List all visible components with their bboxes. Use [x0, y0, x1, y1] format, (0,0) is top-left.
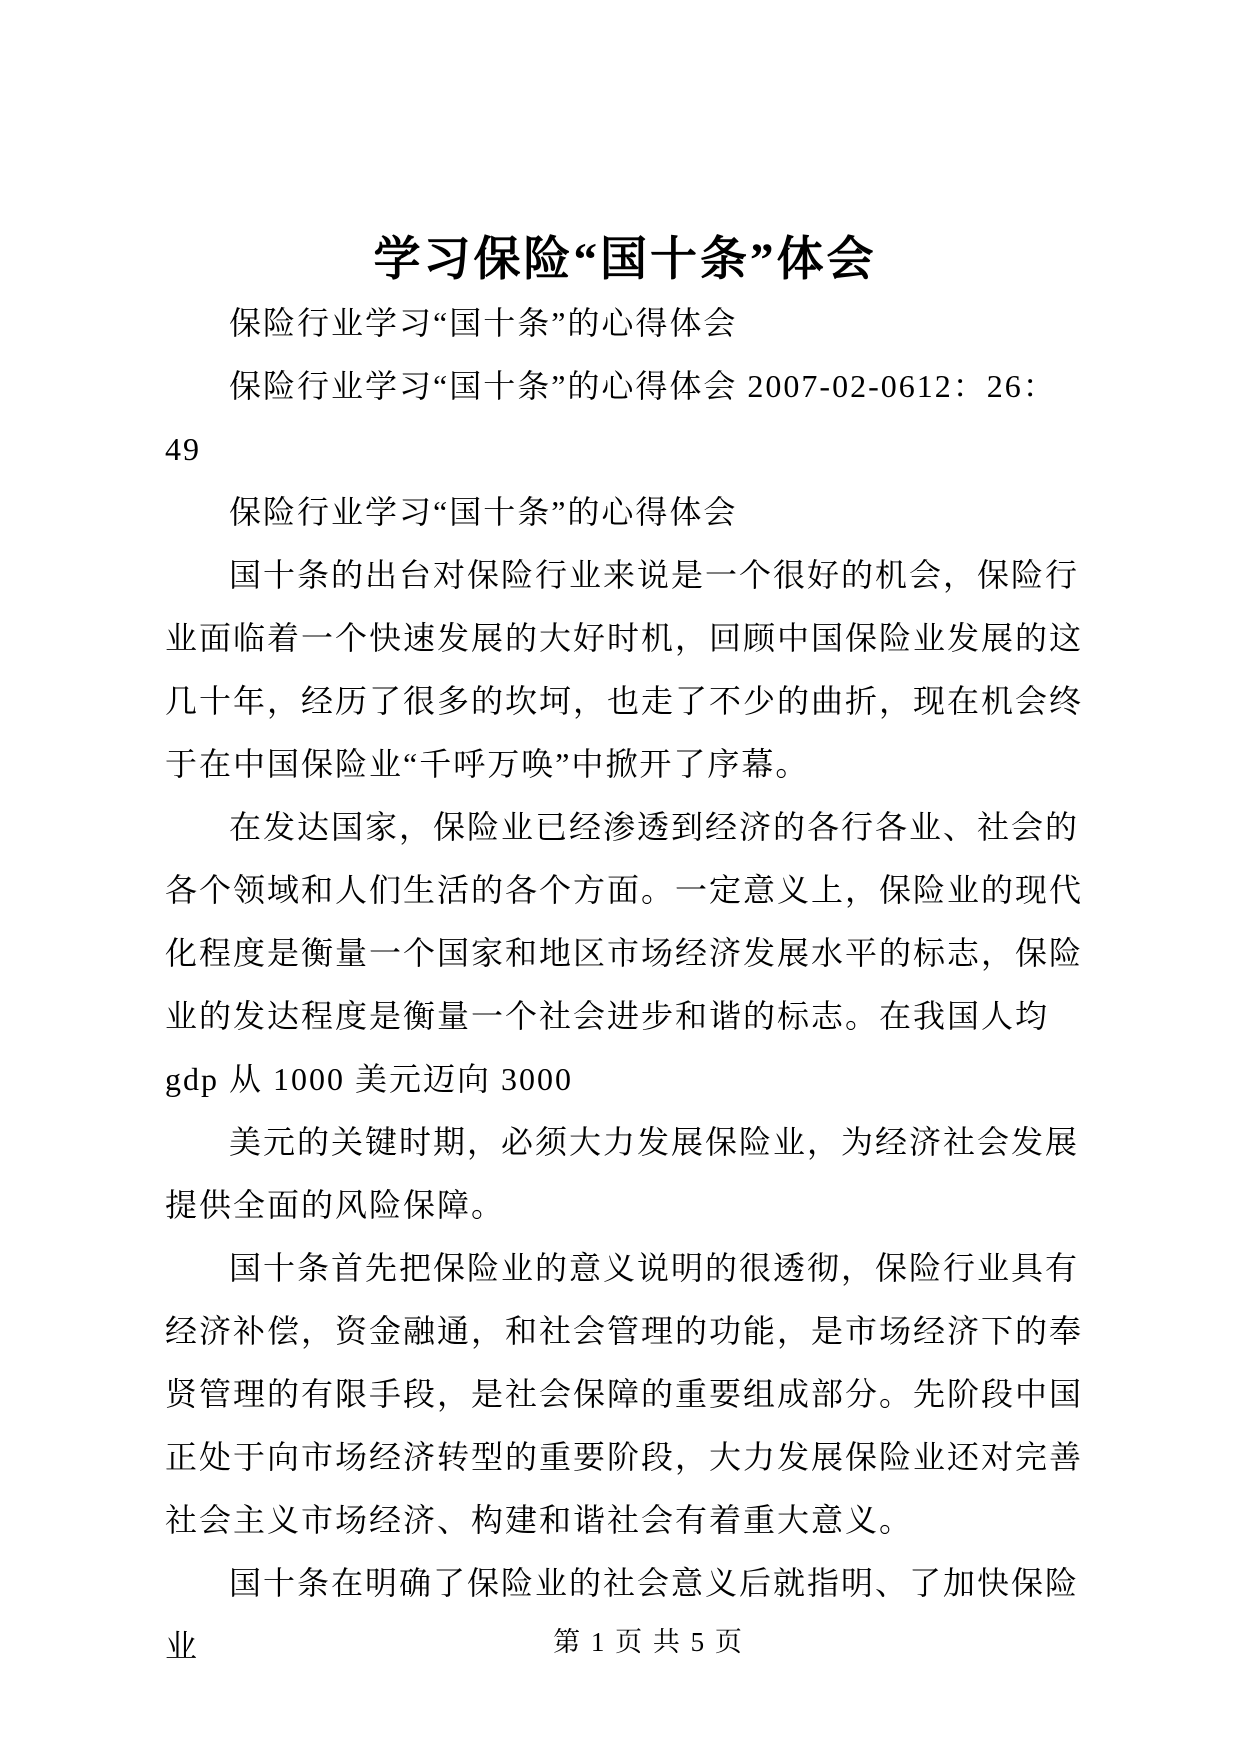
document-body: [165, 228, 1085, 1678]
paragraph-body-4: 国十条首先把保险业的意义说明的很透彻，保险行业具有经济补偿，资金融通，和社会管理的功能，是市场经济下的奉贤管理的有限手段，是社会保障的重要组成部分。先阶段中国正处于向市场经济转型的重要阶段，大力发展保险业还对完善社会主义市场经济、构建和谐社会有着重大意义。: [165, 1250, 1084, 1538]
paragraph-intro-dateline: 保险行业学习“国十条”的心得体会 2007-02-0612：26：49: [165, 368, 1057, 467]
paragraph-body-2: 在发达国家，保险业已经渗透到经济的各行各业、社会的各个领域和人们生活的各个方面。一定意义上，保险业的现代化程度是衡量一个国家和地区市场经济发展水平的标志，保险业的发达程度是衡量一个社会进步和谐的标志。在我国人均 gdp 从 1000 美元迈向 3000: [165, 809, 1084, 1097]
paragraph-body-1: 国十条的出台对保险行业来说是一个很好的机会，保险行业面临着一个快速发展的大好时机，回顾中国保险业发展的这几十年，经历了很多的坎坷，也走了不少的曲折，现在机会终于在中国保险业“千呼万唤”中掀开了序幕。: [165, 557, 1084, 782]
page-title: 学习保险“国十条”体会: [373, 234, 877, 286]
paragraph-body-3: 美元的关键时期，必须大力发展保险业，为经济社会发展提供全面的风险保障。: [165, 1124, 1080, 1223]
page-number-footer: 第 1 页 共 5 页: [553, 1627, 744, 1657]
paragraph-intro-2: 保险行业学习“国十条”的心得体会: [229, 494, 738, 530]
paragraph-intro-1: 保险行业学习“国十条”的心得体会: [229, 305, 738, 341]
paragraph-body-5: 国十条在明确了保险业的社会意义后就指明、了加快保险业: [165, 1565, 1080, 1664]
